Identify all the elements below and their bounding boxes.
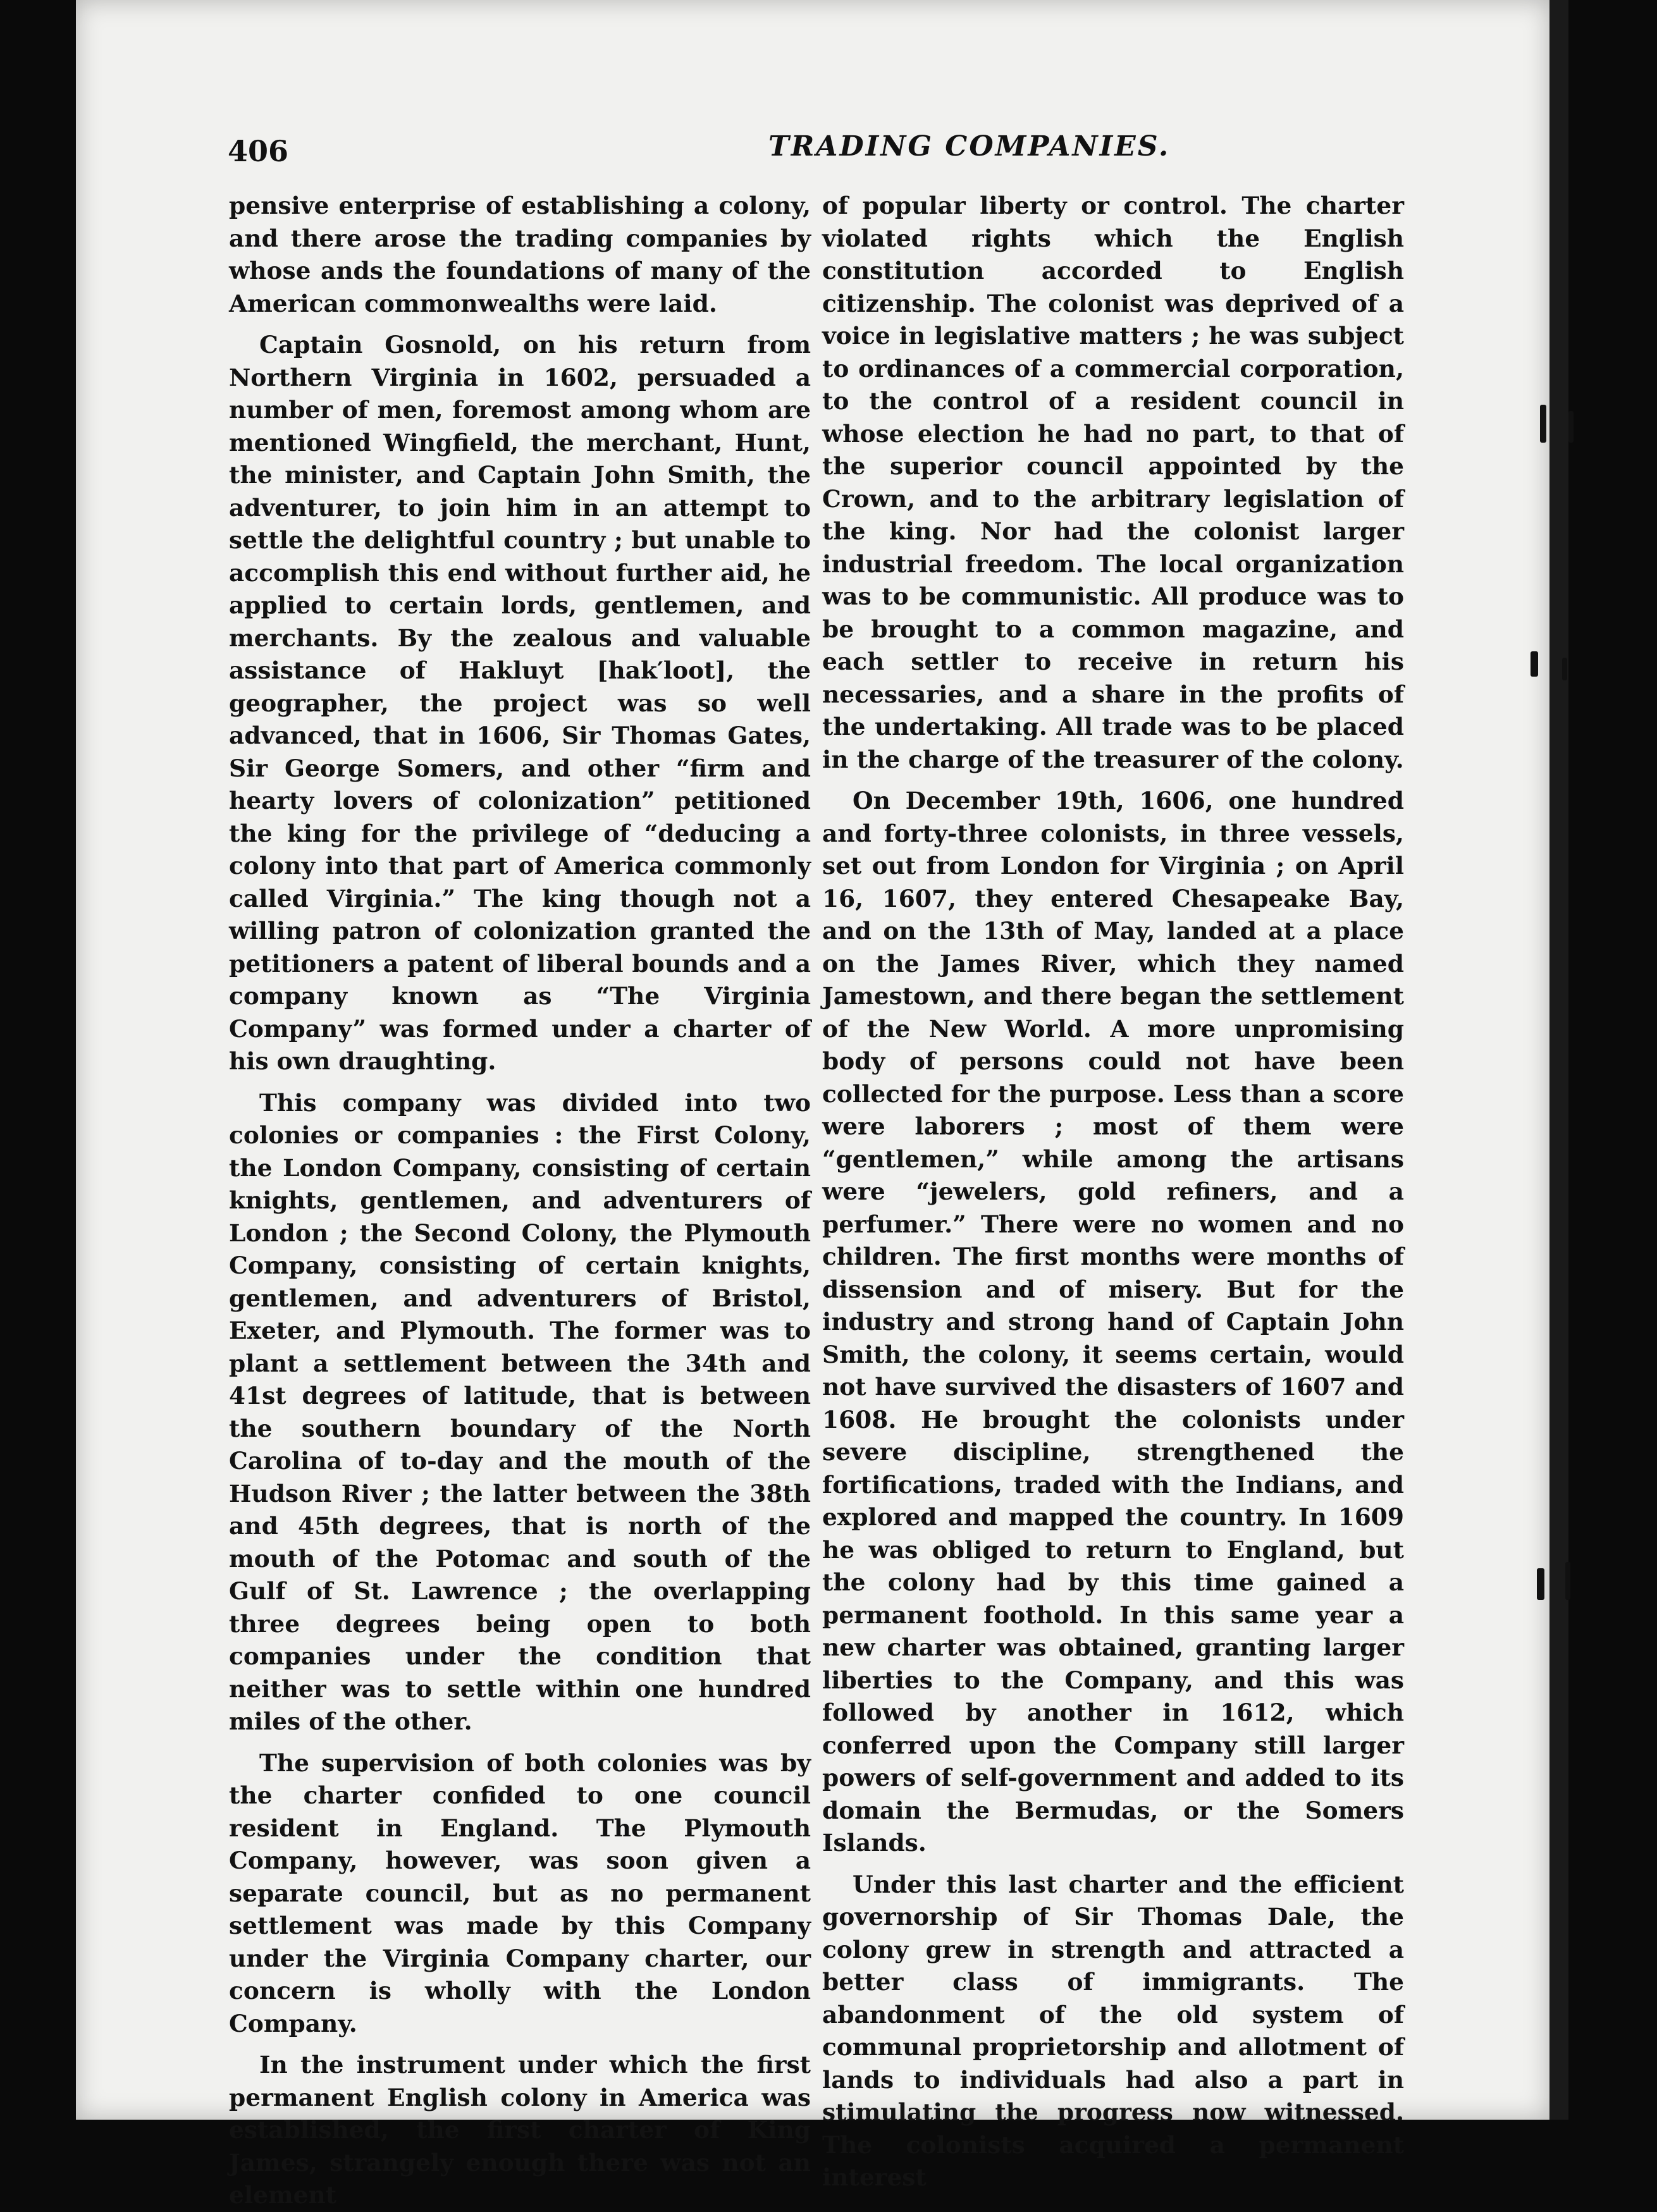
page-number: 406 [228,134,289,168]
paragraph: This company was divided into two colonies or companies : the First Colony, the London Company, consisting of certain knights, gentlemen, and adventurers of London ; the Second Colony, the Plymouth Company, consisting of certain knights, gentlemen, and adventurers of Bristol, Exeter, and Plymouth. The former was to plant a settlement between the 34th and 41st degrees of latitude, that is between the southern boundary of the North Carolina of to-day and the mouth of the Hudson River ; the latter between the 38th and 45th degrees, that is north of the mouth of the Potomac and south of the Gulf of St. Lawrence ; the overlapping three degrees being open to both companies under the condition that neither was to settle within one hundred miles of the other. [229,1088,811,1735]
margin-mark [1568,411,1574,443]
margin-mark [1562,658,1567,680]
paragraph: Captain Gosnold, on his return from Northern Virginia in 1602, persuaded a number of men, foremost among whom are mentioned Wingfield, the merchant, Hunt, the minister, and Captain John Smith, the adventurer, to join him in an attempt to settle the delightful country ; but unable to accomplish this end without further aid, he applied to certain lords, gentlemen, and merchants. By the zealous and valuable assistance of Hakluyt [hak′loot], the geographer, the project was so well advanced, that in 1606, Sir Thomas Gates, Sir George Somers, and other “firm and hearty lovers of colonization” petitioned the king for the privilege of “deducing a colony into that part of America commonly called Virginia.” The king though not a willing patron of colonization granted the petitioners a patent of liberal bounds and a company known as “The Virginia Company” was formed under a charter of his own draughting. [229,331,811,1075]
paragraph: Under this last charter and the efficient governorship of Sir Thomas Dale, the colony grew in strength and attracted a better class of immigrants. The abandonment of the old system of communal proprietorship and allotment of lands to individuals had also a part in stimulating the progress now witnessed. The colonists acquired a permanent interest [822,1870,1404,2191]
text-column-right [822,190,1404,2191]
paragraph: The supervision of both colonies was by the charter confided to one council resident in England. The Plymouth Company, however, was soon given a separate council, but as no permanent settlement was made by this Company under the Virginia Company charter, our concern is wholly with the London Company. [229,1748,811,2037]
paragraph: In the instrument under which the first permanent English colony in America was established, the first charter of King James, strangely enough there was not an element [229,2051,811,2209]
page-header [152,130,1417,185]
margin-mark [1531,651,1538,677]
margin-mark [1540,405,1546,443]
text-column-left [229,190,811,2209]
paragraph: On December 19th, 1606, one hundred and forty-three colonists, in three vessels, set out from London for Virginia ; on April 16, 1607, they entered Chesapeake Bay, and on the 13th of May, landed at a place on the James River, which they named Jamestown, and there began the settlement of the New World. A more unpromising body of persons could not have been collected for the purpose. Less than a score were laborers ; most of them were “gentlemen,” while among the artisans were “jewelers, gold refiners, and a perfumer.” There were no women and no children. The first months were months of dissension and of misery. But for the industry and strong hand of Captain John Smith, the colony, it seems certain, would not have survived the disasters of 1607 and 1608. He brought the colonists under severe discipline, strengthened the fortifications, traded with the Indians, and explored and mapped the country. In 1609 he was obliged to return to England, but the colony had by this time gained a permanent foothold. In this same year a new charter was obtained, granting larger liberties to the Company, and this was followed by another in 1612, which conferred upon the Company still larger powers of self-government and added to its domain the Bermudas, or the Somers Islands. [822,787,1404,1857]
margin-mark [1537,1568,1544,1600]
running-title: TRADING COMPANIES. [768,130,1171,163]
paragraph: pensive enterprise of establishing a colony, and there arose the trading companies by whose ands the foundations of many of the American commonwealths were laid. [229,192,811,317]
paragraph: of popular liberty or control. The charter violated rights which the English constitution accorded to English citizenship. The colonist was deprived of a voice in legislative matters ; he was subject to ordinances of a commercial corporation, to the control of a resident council in whose election he had no part, to that of the superior council appointed by the Crown, and to the arbitrary legislation of the king. Nor had the colonist larger industrial freedom. The local organization was to be communistic. All produce was to be brought to a common magazine, and each settler to receive in return his necessaries, and a share in the profits of the undertaking. All trade was to be placed in the charge of the treasurer of the colony. [822,192,1404,773]
page-edge-shadow [1549,0,1568,2120]
margin-mark [1565,1562,1570,1600]
